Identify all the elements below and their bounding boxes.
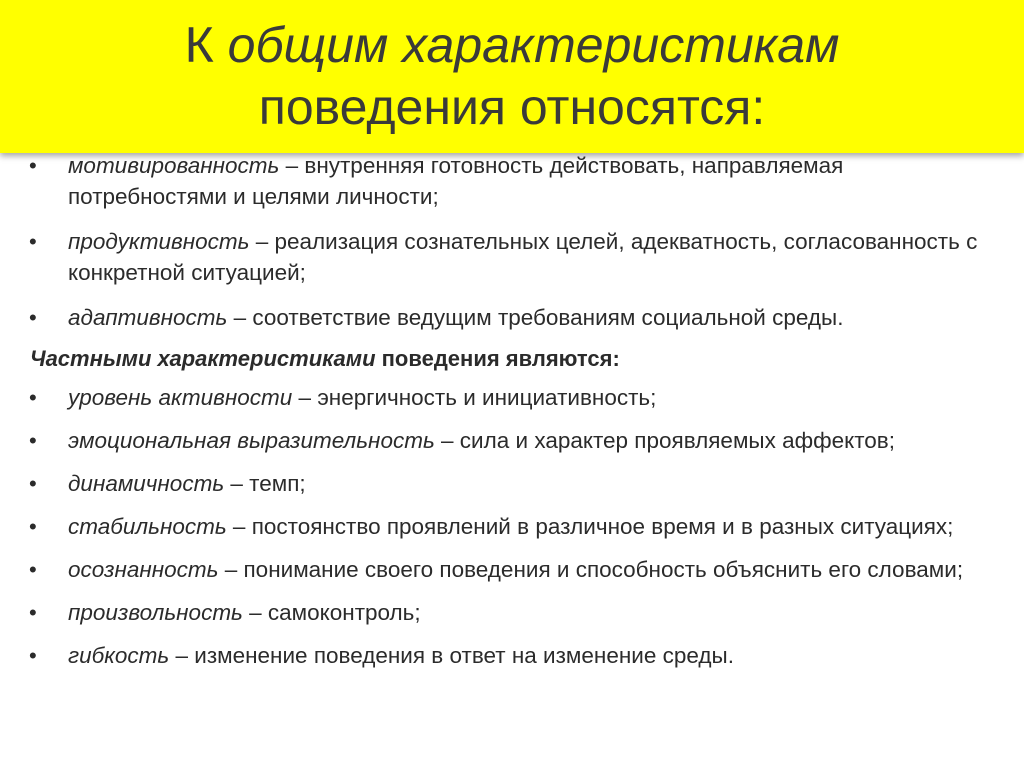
list-item	[0, 511, 1024, 542]
item-term: адаптивность	[68, 305, 228, 330]
item-description: – темп;	[224, 471, 306, 496]
item-term: гибкость	[68, 643, 170, 668]
item-description: – реализация сознательных целей, адекватность, согласованность с конкретной ситуацией;	[68, 229, 978, 285]
title-italic: общим характеристикам	[227, 17, 840, 73]
item-description: – постоянство проявлений в различное время и в разных ситуациях;	[226, 514, 954, 539]
bullet-icon: •	[29, 557, 37, 582]
item-description: – энергичность и инициативность;	[292, 385, 657, 410]
item-term: эмоциональная выразительность	[68, 428, 435, 453]
list-item	[0, 226, 1024, 288]
list-item	[0, 554, 1024, 585]
item-description: – соответствие ведущим требованиям социальной среды.	[227, 305, 844, 330]
bullet-icon: •	[29, 514, 37, 539]
item-term: продуктивность	[68, 229, 250, 254]
bullet-icon: •	[29, 229, 37, 254]
item-description: – самоконтроль;	[242, 600, 421, 625]
item-term: произвольность	[68, 600, 243, 625]
list-item	[0, 382, 1024, 413]
item-description: – понимание своего поведения и способность объяснить его словами;	[218, 557, 964, 582]
subheading-italic: Частными характеристиками	[30, 346, 376, 371]
slide-title	[0, 14, 1024, 138]
list-item	[0, 640, 1024, 671]
item-description: – сила и характер проявляемых аффектов;	[434, 428, 896, 453]
title-prefix: К	[184, 17, 228, 73]
title-line-2: поведения относятся:	[258, 79, 766, 135]
list-item	[0, 597, 1024, 628]
item-term: уровень активности	[68, 385, 293, 410]
bullet-icon: •	[29, 471, 37, 496]
bullet-icon: •	[29, 153, 37, 178]
list-item	[0, 302, 1024, 333]
slide-content	[0, 150, 1024, 683]
list-item	[0, 468, 1024, 499]
particular-subheading	[0, 343, 1024, 374]
subheading-rest: поведения являются:	[375, 346, 620, 371]
title-line-1	[0, 14, 1024, 76]
general-characteristics-list	[0, 150, 1024, 333]
bullet-icon: •	[29, 600, 37, 625]
item-description: – изменение поведения в ответ на изменение среды.	[169, 643, 734, 668]
item-term: стабильность	[68, 514, 227, 539]
item-term: мотивированность	[68, 153, 280, 178]
bullet-icon: •	[29, 643, 37, 668]
item-term: осознанность	[68, 557, 219, 582]
item-term: динамичность	[68, 471, 225, 496]
particular-characteristics-list	[0, 382, 1024, 671]
item-description: – внутренняя готовность действовать, направляемая потребностями и целями личности;	[68, 153, 844, 209]
list-item	[0, 150, 1024, 212]
list-item	[0, 425, 1024, 456]
bullet-icon: •	[29, 305, 37, 330]
bullet-icon: •	[29, 385, 37, 410]
bullet-icon: •	[29, 428, 37, 453]
